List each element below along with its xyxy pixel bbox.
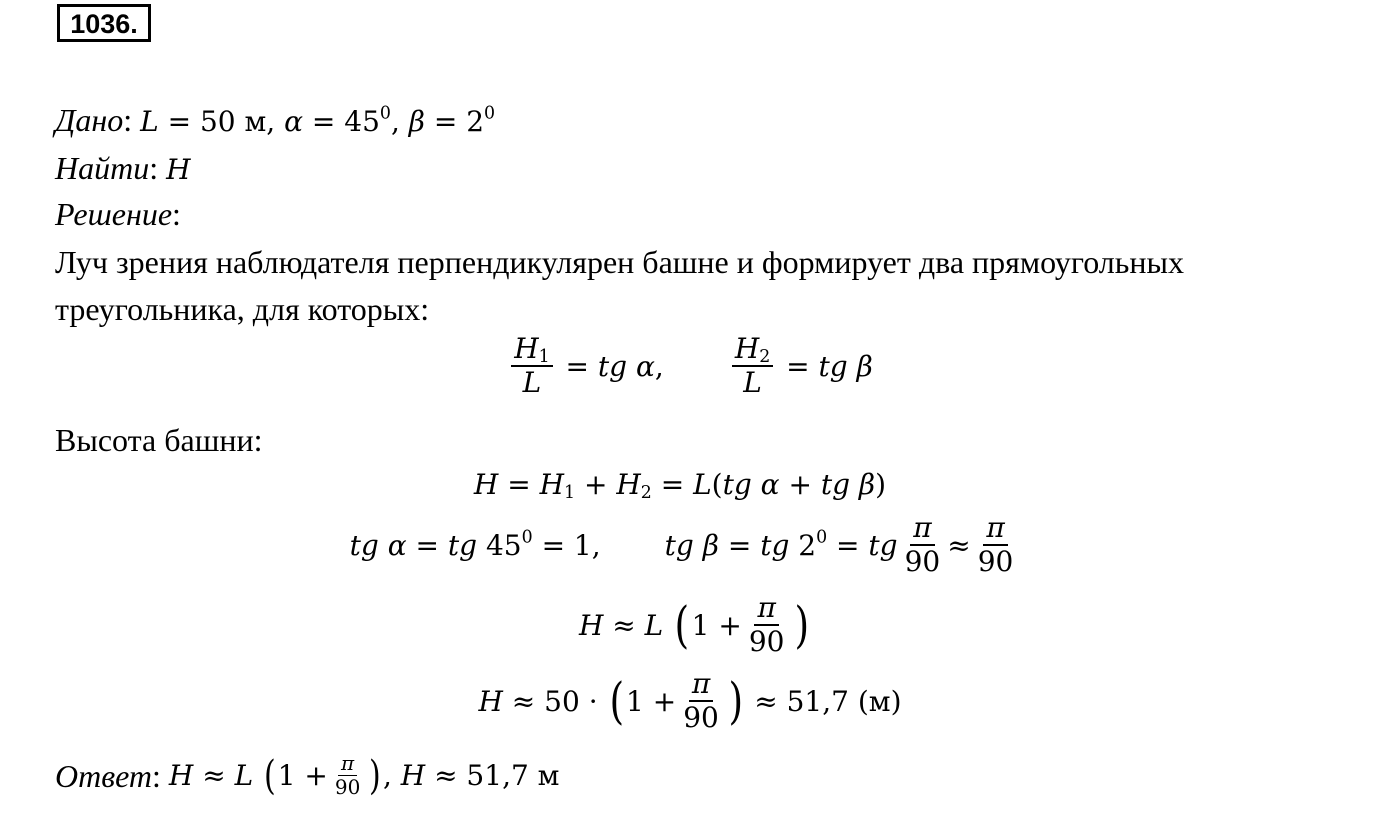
answer-label: Ответ: [55, 757, 152, 794]
text-line-1: Луч зрения наблюдателя перпендикулярен башне и формирует два прямоугольных: [55, 244, 1184, 280]
answer-content: H ≈ L ( 1 + $\frac{\pi}{90}$ ) , H ≈ 51,7 м: [168, 751, 560, 799]
fraction-pi-over-90: $\frac{\pi}{90}$: [904, 511, 941, 579]
find-content: H: [166, 153, 191, 186]
formula-tangents: tg α = tg $45^0 = 1$, tg β = tg $2^0$ = tg $\frac{\pi}{90}$ ≈ $\frac{\pi}{90}$: [0, 512, 1400, 578]
answer-line: Ответ : H ≈ L ( 1 + $\frac{\pi}{90}$ ) , H ≈ 51,7 м: [55, 751, 560, 799]
problem-number: 1036.: [70, 9, 138, 39]
fraction-h1-over-l: $\frac{H_1}{L}$: [511, 333, 552, 399]
formula-height-sum: $H = H_1 + H_2 = L(tg$ α + tg β): [473, 468, 887, 503]
fraction-h2-over-l: $\frac{H_2}{L}$: [732, 333, 773, 399]
formula-height-approx: H ≈ L ( 1 + $\frac{\pi}{90}$ ): [578, 591, 809, 659]
given-line: Дано: L = 50 м, $\alpha = 45^0$, $\beta = 2^0$: [55, 102, 496, 138]
fraction-pi-over-90-approx: $\frac{\pi}{90}$: [977, 511, 1014, 579]
given-content: L = 50 м, $\alpha = 45^0$, $\beta = 2^0$: [140, 103, 496, 138]
find-line: Найти: H: [55, 150, 191, 186]
problem-number-box: [57, 4, 151, 42]
solution-label: Решение: [55, 196, 173, 232]
text-line-2: треугольника, для которых:: [55, 291, 430, 327]
fraction-pi-over-90-eq5: $\frac{\pi}{90}$: [683, 667, 719, 735]
text-tower-height: Высота башни:: [55, 422, 263, 458]
find-label: Найти: [55, 150, 150, 186]
formula-ratios: $\frac{H_1}{L}$ = tg α, $\frac{H_2}{L}$ = tg β: [0, 332, 1400, 399]
fraction-pi-over-90-eq4: $\frac{\pi}{90}$: [748, 591, 785, 659]
solution-line: Решение:: [55, 196, 181, 232]
fraction-pi-over-90-answer: $\frac{\pi}{90}$: [334, 751, 361, 799]
given-label: Дано: [55, 102, 124, 138]
formula-height-value: H ≈ 50 · ( 1 + $\frac{\pi}{90}$ ) ≈ 51,7 (м): [478, 667, 902, 735]
